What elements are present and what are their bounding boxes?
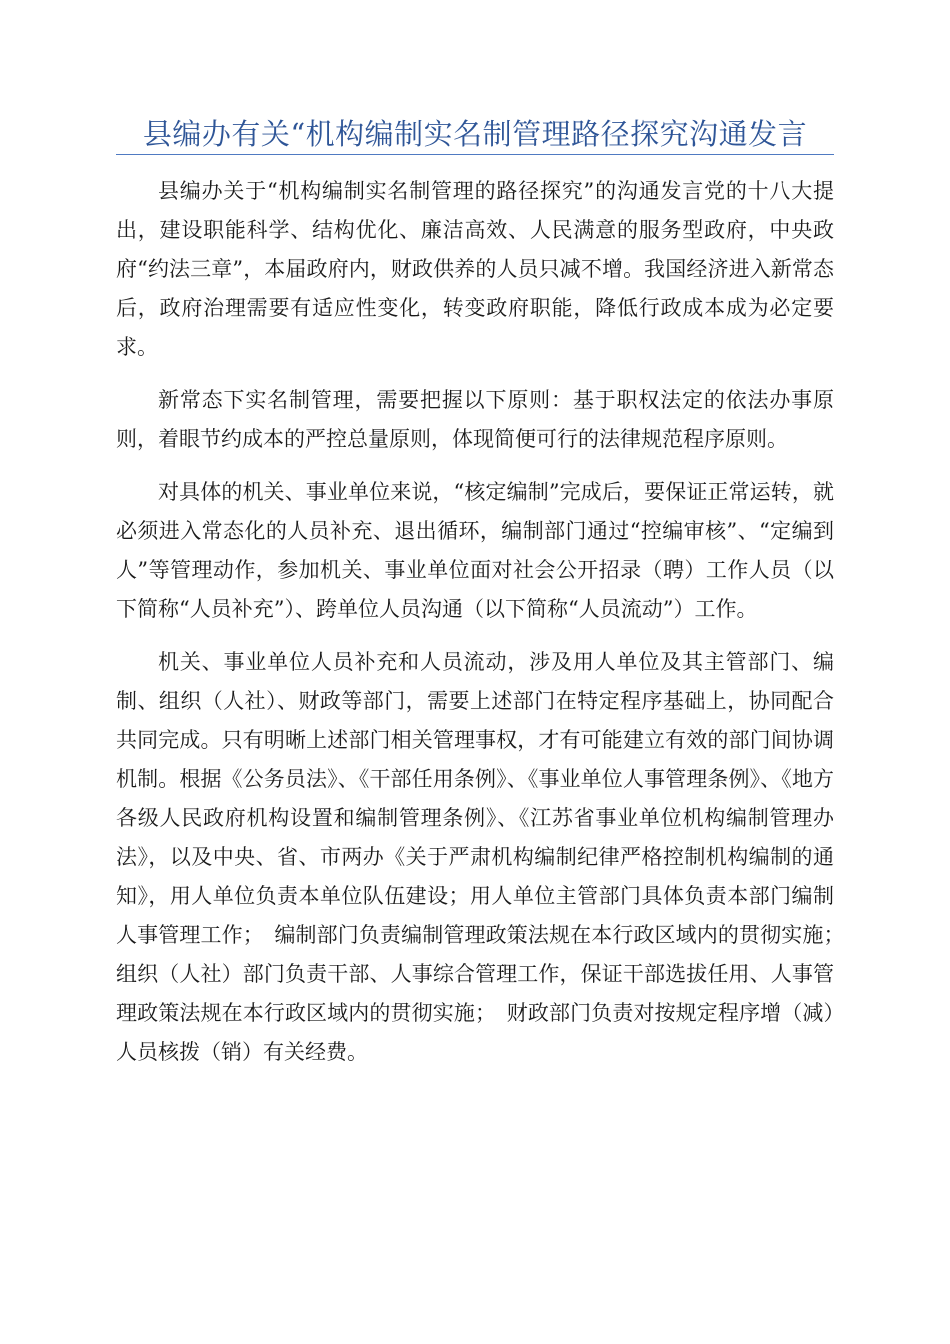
title-underline (116, 154, 834, 155)
paragraph-3: 对具体的机关、事业单位来说，“核定编制”完成后，要保证正常运转，就必须进入常态化的人员补充、退出循环，编制部门通过“控编审核”、“定编到人”等管理动作，参加机关、事业单位面对社会公开招录（聘）工作人员（以下简称“人员补充”）、跨单位人员沟通（以下简称“人员流动”）工作。 (116, 480, 834, 621)
document-title: 县编办有关“机构编制实名制管理路径探究沟通发言 (142, 117, 808, 151)
paragraph-2: 新常态下实名制管理，需要把握以下原则：基于职权法定的依法办事原则，着眼节约成本的严控总量原则，体现简便可行的法律规范程序原则。 (116, 388, 834, 451)
paragraph-1: 县编办关于“机构编制实名制管理的路径探究”的沟通发言党的十八大提出，建设职能科学、结构优化、廉洁高效、人民满意的服务型政府，中央政府“约法三章”，本届政府内，财政供养的人员只减不增。我国经济进入新常态后，政府治理需要有适应性变化，转变政府职能，降低行政成本成为必定要求。 (116, 179, 834, 359)
paragraph-4: 机关、事业单位人员补充和人员流动，涉及用人单位及其主管部门、编制、组织（人社）、财政等部门，需要上述部门在特定程序基础上，协同配合共同完成。只有明晰上述部门相关管理事权，才有可能建立有效的部门间协调机制。根据《公务员法》、《干部任用条例》、《事业单位人事管理条例》、《地方各级人民政府机构设置和编制管理条例》、《江苏省事业单位机构编制管理办法》，以及中央、省、市两办《关于严肃机构编制纪律严格控制机构编制的通知》，用人单位负责本单位队伍建设；用人单位主管部门具体负责本部门编制人事管理工作； 编制部门负责编制管理政策法规在本行政区域内的贯彻实施； 组织（人社）部门负责干部、人事综合管理工作，保证干部选拔任用、人事管理政策法规在本行政区域内的贯彻实施； 财政部门负责对按规定程序增（减）人员核拨（销）有关经费。 (116, 650, 855, 1064)
document-body (116, 172, 855, 1086)
